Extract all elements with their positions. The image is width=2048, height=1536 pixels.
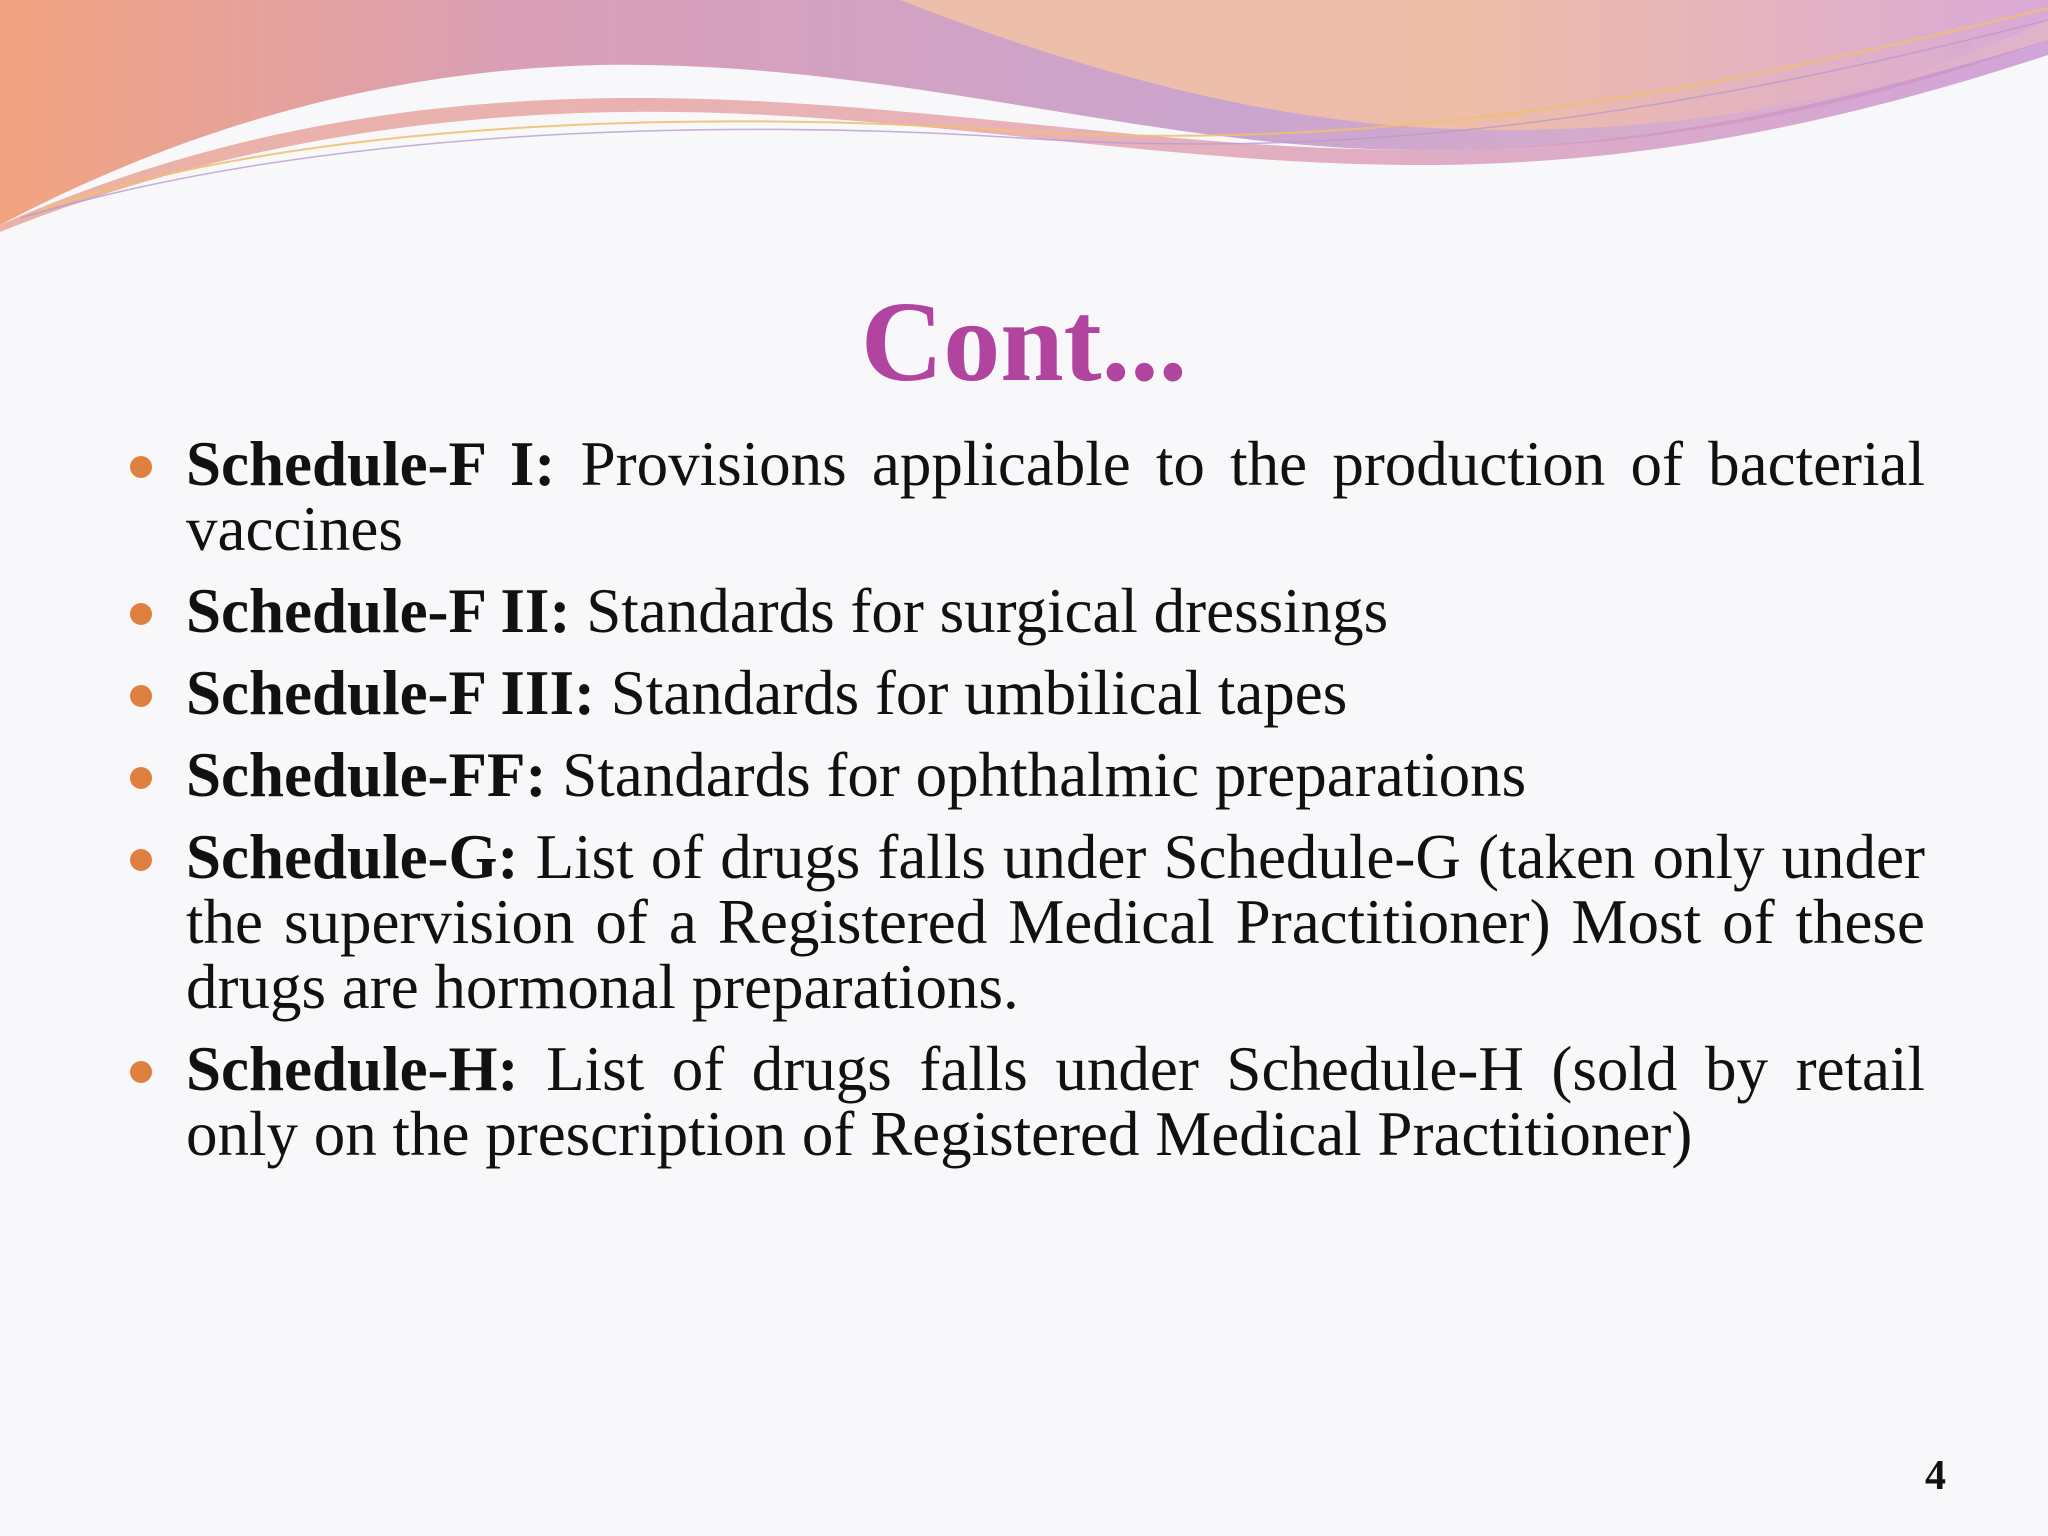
schedule-label: Schedule-G: [186, 822, 519, 892]
bullet-list [130, 429, 1926, 1184]
schedule-label: Schedule-FF: [186, 740, 547, 810]
header-wave-decoration [0, 0, 2048, 260]
list-item [130, 576, 1925, 646]
schedule-description: List of drugs falls under Schedule-G (taken only under the supervision of a Registered Medical Practitioner) Most of these drugs are hormonal preparations. [186, 822, 1925, 1022]
bullet-dot-icon [130, 1061, 152, 1083]
list-item [130, 658, 1925, 728]
bullet-dot-icon [130, 685, 152, 707]
list-item [130, 429, 1926, 564]
schedule-label: Schedule-F I: [186, 429, 556, 499]
list-item [130, 740, 1925, 810]
schedule-description: Standards for ophthalmic preparations [562, 740, 1527, 810]
list-item [130, 822, 1925, 1022]
bullet-dot-icon [130, 849, 152, 871]
schedule-label: Schedule-F III: [186, 658, 595, 728]
schedule-description: Standards for umbilical tapes [610, 658, 1348, 728]
schedule-description: Standards for surgical dressings [586, 576, 1389, 646]
slide-title: Cont... [860, 278, 1188, 405]
schedule-label: Schedule-F II: [186, 576, 571, 646]
page-number: 4 [1925, 1453, 1946, 1499]
schedule-description: Provisions applicable to the production of bacterial vaccines [186, 429, 1926, 564]
bullet-dot-icon [130, 456, 152, 478]
bullet-dot-icon [130, 767, 152, 789]
schedule-label: Schedule-H: [186, 1034, 519, 1104]
schedule-description: List of drugs falls under Schedule-H (sold by retail only on the prescription of Registered Medical Practitioner) [186, 1034, 1925, 1169]
list-item [130, 1034, 1925, 1169]
bullet-dot-icon [130, 603, 152, 625]
